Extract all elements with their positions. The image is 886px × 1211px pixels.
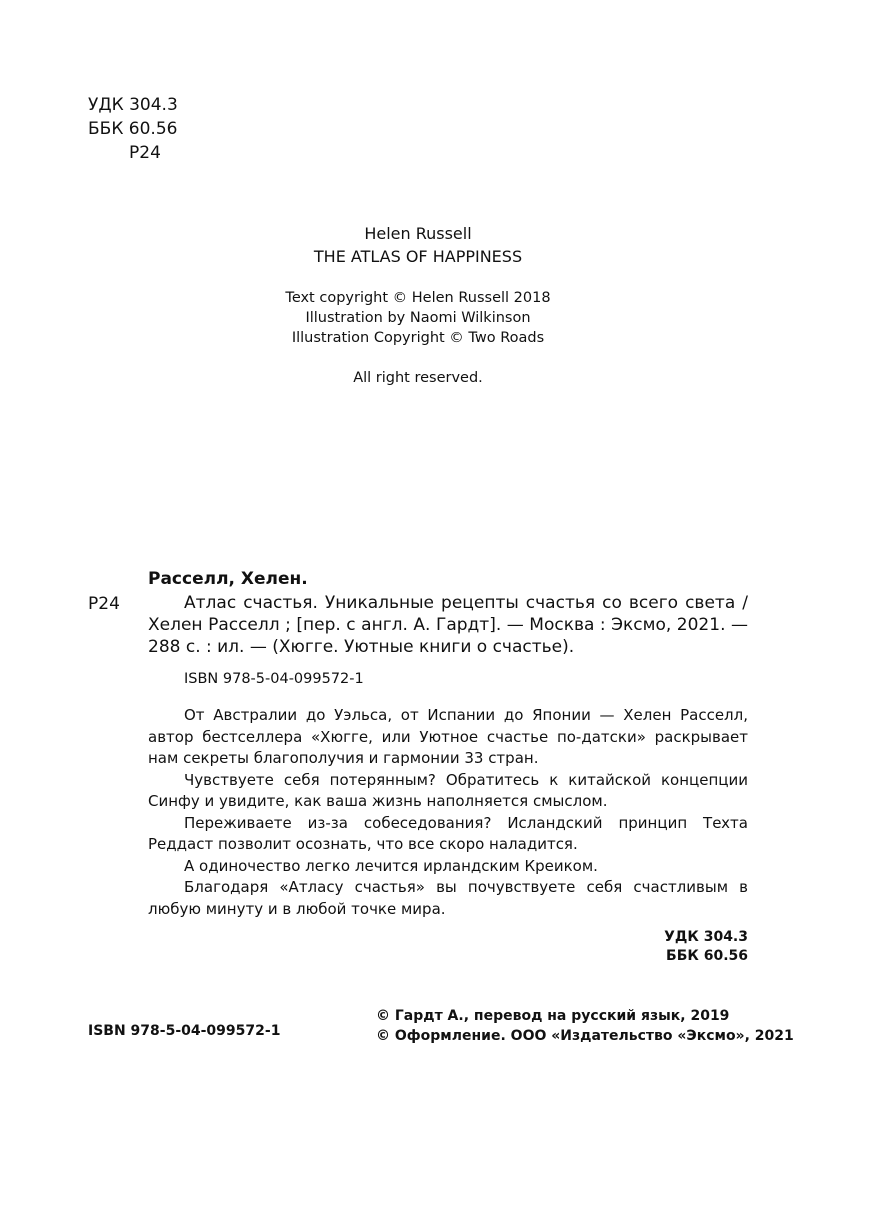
author-code: Р24	[129, 143, 161, 163]
original-title: THE ATLAS OF HAPPINESS	[313, 247, 523, 266]
annotation-paragraph: А одиночество легко лечится ирландским Креиком.	[184, 856, 598, 875]
footer-classification	[664, 928, 748, 966]
author-heading: Расселл, Хелен.	[148, 569, 308, 589]
bbk-code: ББК 60.56	[88, 119, 178, 139]
bibliographic-description: Атлас счастья. Уникальные рецепты счастья со всего света / Хелен Расселл ; [пер. с англ. А. Гардт]. — Москва : Эксмо, 2021. — 288 с. : ил. — (Хюгге. Уютные книги о счастье).	[148, 593, 748, 657]
illustration-credit: Illustration by Naomi Wilkinson	[305, 310, 531, 326]
classification-block	[88, 93, 178, 165]
udk-code: УДК 304.3	[88, 95, 178, 115]
isbn-line: ISBN 978-5-04-099572-1	[184, 671, 364, 687]
annotation	[148, 705, 748, 920]
annotation-paragraph: Благодаря «Атласу счастья» вы почувствуете себя счастливым в любую минуту и в любой точке мира.	[148, 878, 748, 918]
footer-bbk: ББК 60.56	[666, 948, 748, 964]
original-copyright-block	[150, 288, 686, 348]
illustration-copyright: Illustration Copyright © Two Roads	[291, 330, 545, 346]
footer-udk: УДК 304.3	[664, 929, 748, 945]
design-copyright: © Оформление. ООО «Издательство «Эксмо», 2021	[376, 1028, 794, 1044]
original-title-block	[150, 222, 686, 268]
footer-isbn: ISBN 978-5-04-099572-1	[88, 1023, 281, 1039]
bib-author-code: Р24	[88, 594, 120, 614]
rights-reserved: All right reserved.	[353, 370, 483, 386]
annotation-paragraph: Чувствуете себя потерянным? Обратитесь к китайской концепции Синфу и увидите, как ваша жизнь наполняется смыслом.	[148, 770, 748, 810]
annotation-paragraph: Переживаете из-за собеседования? Исландский принцип Тexта Реддаст позволит осознать, что все скоро наладится.	[148, 813, 748, 853]
text-copyright: Text copyright © Helen Russell 2018	[285, 290, 551, 306]
original-author: Helen Russell	[364, 224, 472, 243]
annotation-paragraph: От Австралии до Уэльса, от Испании до Японии — Хелен Расселл, автор бестселлера «Хюгге, или Уютное счастье по-датски» раскрывает нам секреты благополучия и гармонии 33 стран.	[148, 706, 748, 767]
footer-copyrights	[376, 1006, 794, 1046]
translation-copyright: © Гардт А., перевод на русский язык, 2019	[376, 1008, 730, 1024]
